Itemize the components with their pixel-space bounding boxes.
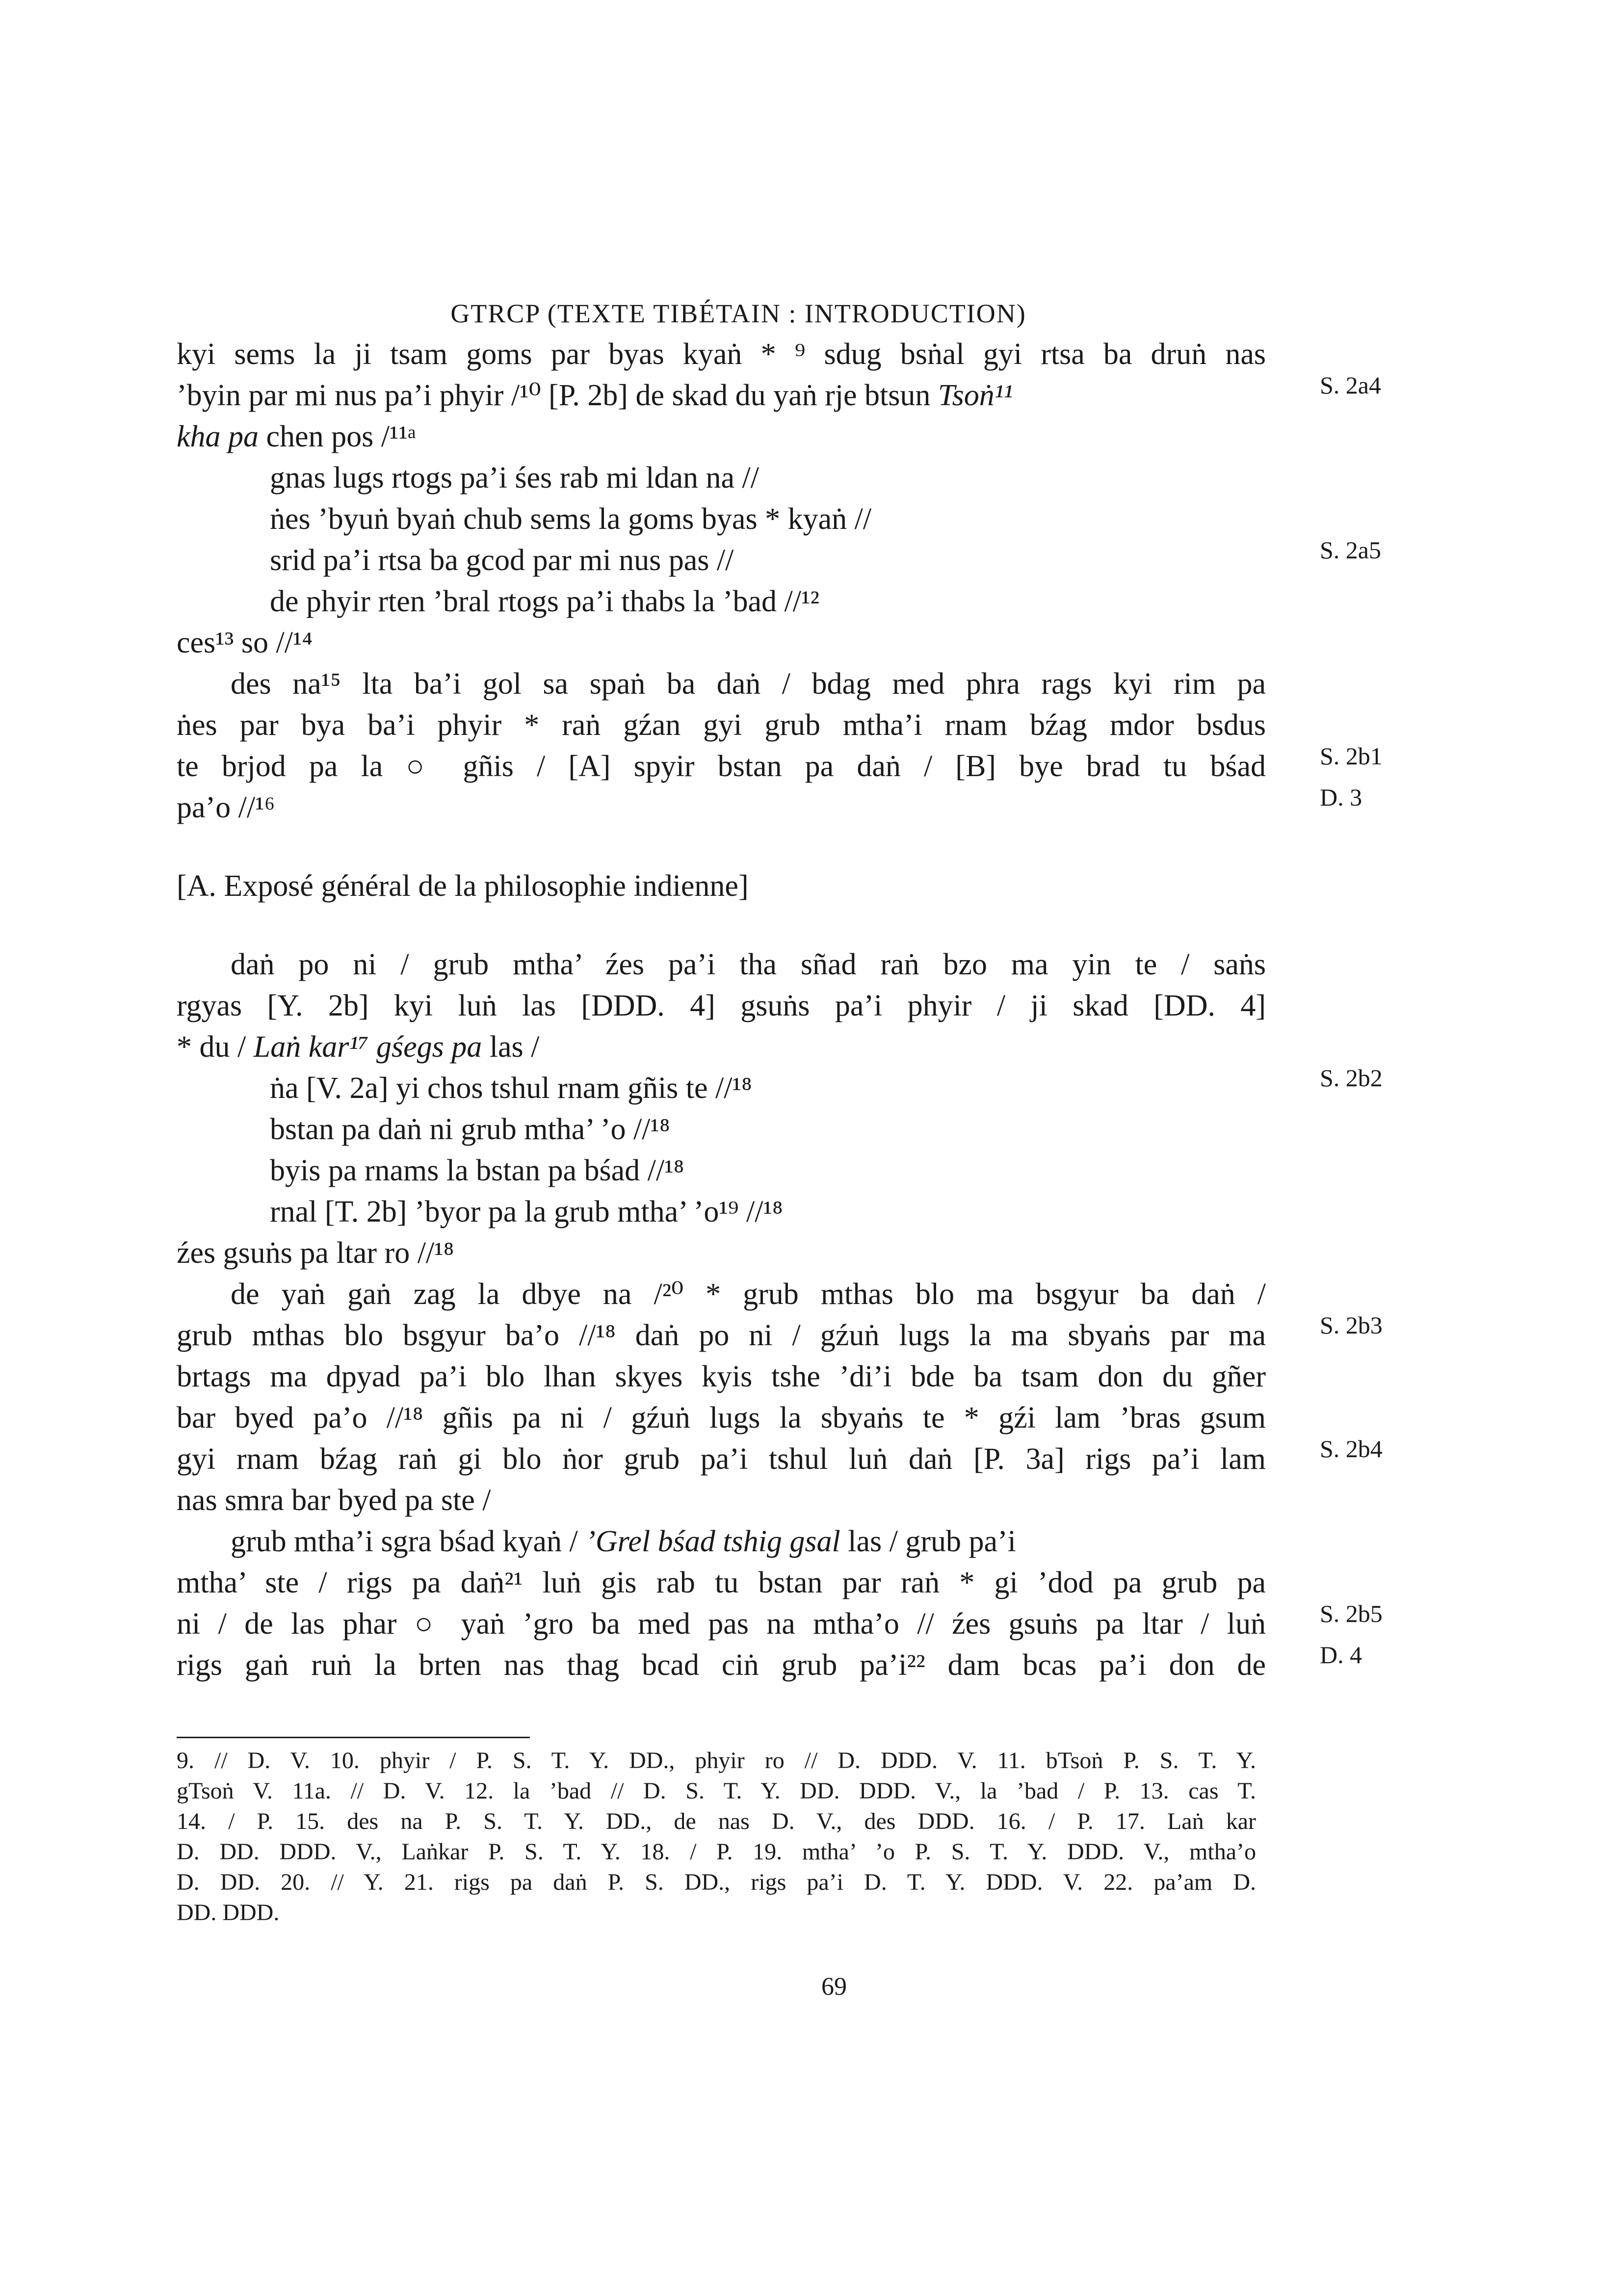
text-line: ṅes par bya ba’i phyir * raṅ gźan gyi grub mtha’i rnam bźag mdor bsdus <box>177 708 1266 742</box>
margin-reference: S. 2b2 <box>1320 1064 1383 1092</box>
text-line: pa’o //¹⁶ <box>177 791 275 824</box>
margin-reference: S. 2b1 <box>1320 742 1383 770</box>
footnote-line: D. DD. 20. // Y. 21. rigs pa daṅ P. S. DD., rigs pa’i D. T. Y. DDD. V. 22. pa’am D. <box>177 1869 1256 1895</box>
text-line: rigs gaṅ ruṅ la brten nas thag bcad ciṅ grub pa’i²² dam bcas pa’i don de <box>177 1648 1266 1682</box>
footnote-line: D. DD. DDD. V., Laṅkar P. S. T. Y. 18. / P. 19. mtha’ ’o P. S. T. Y. DDD. V., mtha’o <box>177 1839 1256 1865</box>
text-line: mtha’ ste / rigs pa daṅ²¹ luṅ gis rab tu bstan par raṅ * gi ’dod pa grub pa <box>177 1566 1266 1599</box>
text-line: bar byed pa’o //¹⁸ gñis pa ni / gźuṅ lugs la sbyaṅs te * gźi lam ’bras gsum <box>177 1401 1266 1435</box>
footnote-line: gTsoṅ V. 11a. // D. V. 12. la ’bad // D. S. T. Y. DD. DDD. V., la ’bad / P. 13. cas T. <box>177 1778 1256 1804</box>
text-line: kha pa chen pos /¹¹ᵃ <box>177 420 417 453</box>
footnote-rule <box>177 1737 530 1738</box>
text-line: grub mtha’i sgra bśad kyaṅ / ’Grel bśad tshig gsal las / grub pa’i <box>231 1525 1016 1558</box>
text-line: des na¹⁵ lta ba’i gol sa spaṅ ba daṅ / bdag med phra rags kyi rim pa <box>231 667 1266 701</box>
page-number: 69 <box>821 1973 847 2001</box>
text-line: gyi rnam bźag raṅ gi blo ṅor grub pa’i tshul luṅ daṅ [P. 3a] rigs pa’i lam <box>177 1442 1266 1476</box>
text-line: ces¹³ so //¹⁴ <box>177 626 313 659</box>
verse-line: ṅa [V. 2a] yi chos tshul rnam gñis te //¹⁸ <box>270 1071 752 1105</box>
margin-reference: S. 2b5 <box>1320 1600 1383 1627</box>
text-line: grub mthas blo bsgyur ba’o //¹⁸ daṅ po ni / gźuṅ lugs la ma sbyaṅs par ma <box>177 1319 1266 1352</box>
text-line: rgyas [Y. 2b] kyi luṅ las [DDD. 4] gsuṅs pa’i phyir / ji skad [DD. 4] <box>177 989 1266 1022</box>
text-line: de yaṅ gaṅ zag la dbye na /²⁰ * grub mthas blo ma bsgyur ba daṅ / <box>231 1278 1266 1311</box>
running-head: GTRCP (TEXTE TIBÉTAIN : INTRODUCTION) <box>450 299 1026 328</box>
text-line: ni / de las phar ○ yaṅ ’gro ba med pas na mtha’o // źes gsuṅs pa ltar / luṅ <box>177 1607 1266 1641</box>
verse-line: bstan pa daṅ ni grub mtha’ ’o //¹⁸ <box>270 1113 670 1146</box>
verse-line: ṅes ’byuṅ byaṅ chub sems la goms byas * kyaṅ // <box>270 502 872 536</box>
section-heading: [A. Exposé général de la philosophie indienne] <box>177 869 749 903</box>
verse-line: rnal [T. 2b] ’byor pa la grub mtha’ ’o¹⁹ //¹⁸ <box>270 1195 783 1228</box>
text-line: źes gsuṅs pa ltar ro //¹⁸ <box>177 1236 454 1270</box>
footnote-line: DD. DDD. <box>177 1900 280 1926</box>
text-line: nas smra bar byed pa ste / <box>177 1484 491 1517</box>
margin-reference: S. 2b3 <box>1320 1311 1383 1339</box>
margin-reference: D. 4 <box>1320 1641 1362 1669</box>
margin-reference: S. 2a5 <box>1320 536 1381 564</box>
text-line: daṅ po ni / grub mtha’ źes pa’i tha sñad raṅ bzo ma yin te / saṅs <box>231 948 1266 981</box>
verse-line: de phyir rten ’bral rtogs pa’i thabs la ’bad //¹² <box>270 585 820 618</box>
footnote-line: 14. / P. 15. des na P. S. T. Y. DD., de nas D. V., des DDD. 16. / P. 17. Laṅ kar <box>177 1808 1256 1834</box>
text-line: kyi sems la ji tsam goms par byas kyaṅ * ⁹ sdug bsṅal gyi rtsa ba druṅ nas <box>177 338 1266 371</box>
text-line: te brjod pa la ○ gñis / [A] spyir bstan pa daṅ / [B] bye brad tu bśad <box>177 750 1266 783</box>
margin-reference: D. 3 <box>1320 783 1362 811</box>
margin-reference: S. 2a4 <box>1320 371 1381 399</box>
verse-line: srid pa’i rtsa ba gcod par mi nus pas // <box>270 544 734 577</box>
verse-line: byis pa rnams la bstan pa bśad //¹⁸ <box>270 1154 684 1187</box>
main-text <box>177 334 1266 1686</box>
footnote-line: 9. // D. V. 10. phyir / P. S. T. Y. DD., phyir ro // D. DDD. V. 11. bTsoṅ P. S. T. Y. <box>177 1748 1256 1774</box>
margin-reference: S. 2b4 <box>1320 1435 1383 1462</box>
text-line: * du / Laṅ kar¹⁷ gśegs pa las / <box>177 1030 540 1064</box>
text-line: brtags ma dpyad pa’i blo lhan skyes kyis tshe ’di’i bde ba tsam don du gñer <box>177 1360 1266 1393</box>
footnotes <box>177 1746 1256 1928</box>
text-line: ’byin par mi nus pa’i phyir /¹⁰ [P. 2b] de skad du yaṅ rje btsun Tsoṅ¹¹ <box>177 379 1013 412</box>
verse-line: gnas lugs rtogs pa’i śes rab mi ldan na // <box>270 461 759 495</box>
